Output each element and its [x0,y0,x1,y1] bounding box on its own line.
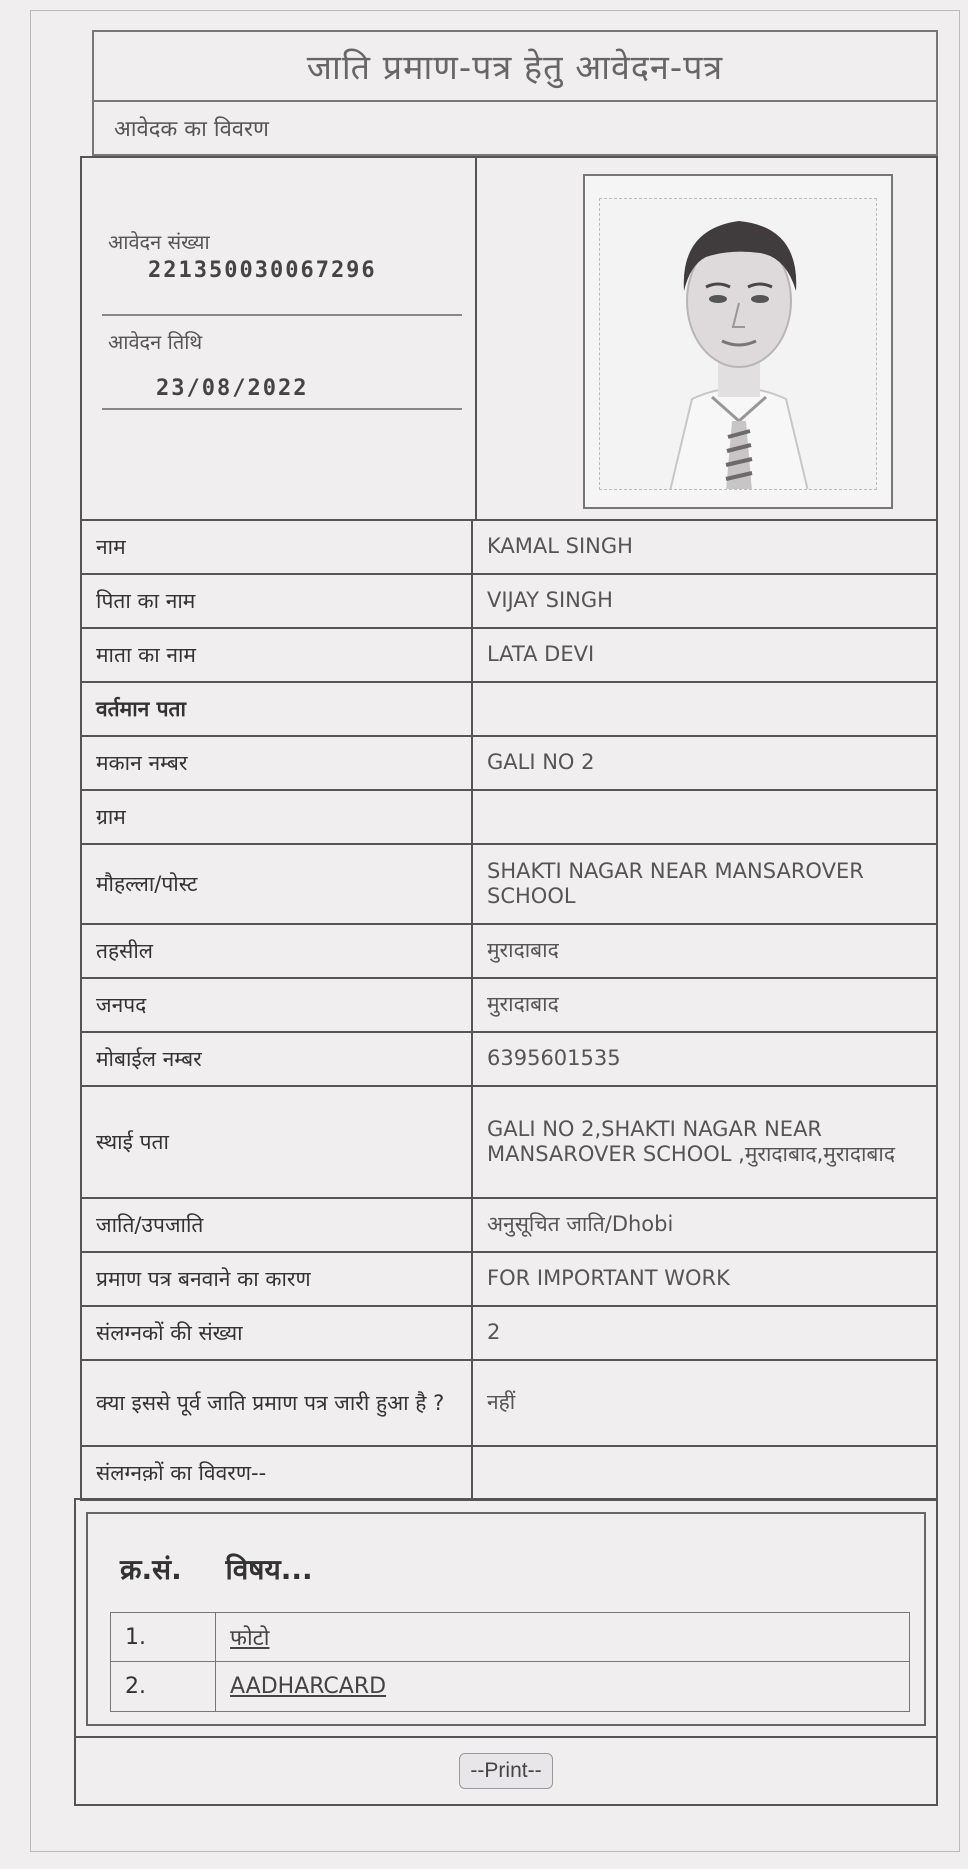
attachments-header [120,1550,347,1588]
table-row [80,737,938,791]
table-row [80,1307,938,1361]
row-value: मुरादाबाद [487,992,559,1017]
attachment-subject-cell [216,1613,909,1661]
form-title: जाति प्रमाण-पत्र हेतु आवेदन-पत्र [92,30,938,102]
row-value: SHAKTI NAGAR NEAR MANSAROVER SCHOOL [487,858,864,908]
table-row [80,683,938,737]
divider [102,314,462,316]
section-label: आवेदक का विवरण [92,102,938,156]
attachments-section [74,1498,938,1738]
row-label: मकान नम्बर [82,737,473,789]
application-date-label: आवेदन तिथि [108,330,203,354]
row-value [473,683,936,735]
table-row [80,1199,938,1253]
row-value: GALI NO 2,SHAKTI NAGAR NEAR MANSAROVER SCHOOL ,मुरादाबाद,मुरादाबाद [487,1116,896,1166]
details-table [80,521,938,1501]
attachment-serial: 2. [111,1662,216,1711]
row-value: मुरादाबाद [487,938,559,963]
person-photo-icon [600,199,877,490]
application-number: 221350030067296 [148,258,377,283]
row-label: संलग्नक़ों का विवरण-- [82,1447,473,1499]
print-row [74,1738,938,1806]
table-row [80,575,938,629]
divider [102,408,462,410]
applicant-photo [599,198,877,490]
application-number-label: आवेदन संख्या [108,230,210,254]
attachments-table [110,1612,910,1712]
table-row [80,791,938,845]
row-value: 2 [487,1320,501,1345]
row-value: VIJAY SINGH [487,588,613,613]
table-row [80,979,938,1033]
row-value: 6395601535 [487,1046,621,1071]
applicant-photo-frame [583,174,893,509]
row-label: तहसील [82,925,473,977]
row-label: जनपद [82,979,473,1031]
table-row [80,521,938,575]
row-value [473,1447,936,1499]
row-label: क्या इससे पूर्व जाति प्रमाण पत्र जारी हुआ है ? [82,1361,473,1445]
subject-header: विषय... [225,1553,313,1586]
attachment-row [110,1612,910,1662]
table-row [80,1361,938,1447]
table-row [80,1253,938,1307]
table-row [80,1447,938,1501]
attachment-link[interactable]: फोटो [230,1626,270,1651]
table-row [80,1087,938,1199]
row-label: संलग्नकों की संख्या [82,1307,473,1359]
row-label: वर्तमान पता [82,683,473,735]
table-row [80,1033,938,1087]
row-label: नाम [82,521,473,573]
row-value: GALI NO 2 [487,750,595,775]
attachment-serial: 1. [111,1613,216,1661]
row-value: LATA DEVI [487,642,595,667]
row-label: मोबाईल नम्बर [82,1033,473,1085]
row-label: जाति/उपजाति [82,1199,473,1251]
row-label: स्थाई पता [82,1087,473,1197]
table-row [80,925,938,979]
row-value: नहीं [487,1390,516,1415]
attachment-row [110,1662,910,1712]
row-label: पिता का नाम [82,575,473,627]
row-value: FOR IMPORTANT WORK [487,1266,730,1291]
row-label: मौहल्ला/पोस्ट [82,845,473,923]
serial-header: क्र.सं. [120,1553,182,1586]
table-row [80,629,938,683]
print-button[interactable]: --Print-- [459,1753,552,1789]
row-label: प्रमाण पत्र बनवाने का कारण [82,1253,473,1305]
row-value: KAMAL SINGH [487,534,633,559]
application-info-box [80,156,477,521]
row-value: अनुसूचित जाति/Dhobi [487,1212,674,1237]
row-label: ग्राम [82,791,473,843]
photo-cell [477,156,938,521]
table-row [80,845,938,925]
attachment-link[interactable]: AADHARCARD [230,1674,387,1699]
attachment-subject-cell [216,1662,909,1711]
attachments-box [86,1512,926,1726]
row-value [473,791,936,843]
row-label: माता का नाम [82,629,473,681]
application-date: 23/08/2022 [156,376,309,401]
